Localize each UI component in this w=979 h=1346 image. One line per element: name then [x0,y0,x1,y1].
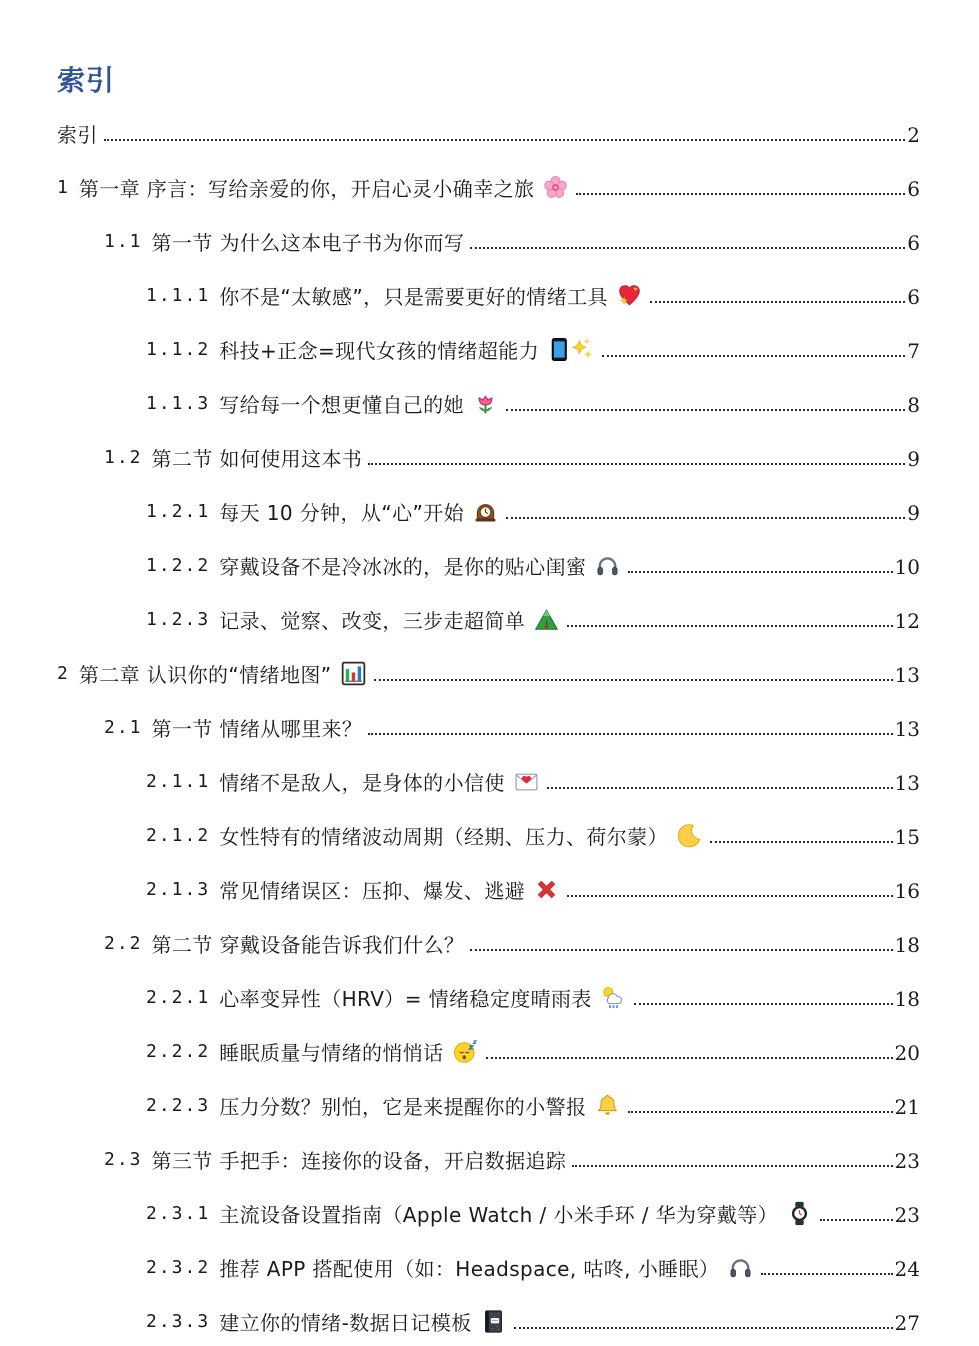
toc-entry-number: 2 [57,662,70,684]
toc-entry-page: 13 [894,771,920,795]
toc-entry-number: 1.2.3 [146,608,211,630]
toc-entry[interactable] [57,592,920,646]
sparkling-heart-icon [617,283,642,308]
toc-entry-page: 8 [907,393,920,417]
toc-entry-text: 索引 [57,122,98,147]
love-letter-icon [514,769,539,794]
toc-entry-page: 2 [907,123,920,147]
toc-entry-text: 写给每一个想更懂自己的她 [219,392,464,417]
toc-entry-text: 推荐 APP 搭配使用（如：Headspace, 咕咚, 小睡眠） [219,1256,720,1281]
toc-entry-page: 23 [894,1149,920,1173]
toc-entry-text: 第二节 穿戴设备能告诉我们什么？ [151,932,465,957]
toc-entry-page: 9 [907,447,920,471]
toc-entry-number: 1 [57,176,70,198]
toc-entry[interactable] [57,214,920,268]
sleeping-face-icon [453,1039,478,1064]
toc-dotted-leader [602,355,905,357]
toc-entry-text: 第一章 序言：写给亲爱的你，开启心灵小确幸之旅 [78,176,535,201]
toc-dotted-leader [368,733,892,735]
toc-dotted-leader [628,1111,892,1113]
toc-entry-text: 建立你的情绪-数据日记模板 [219,1310,472,1335]
toc-entry-text: 女性特有的情绪波动周期（经期、压力、荷尔蒙） [219,824,668,849]
watch-icon [787,1201,812,1226]
toc-entry-page: 15 [894,825,920,849]
toc-entry-page: 7 [907,339,920,363]
sun-rain-cloud-icon [601,985,626,1010]
toc-entry-text: 第一节 为什么这本电子书为你而写 [151,230,465,255]
toc-dotted-leader [470,247,905,249]
toc-entry-page: 6 [907,231,920,255]
cross-mark-icon [534,877,559,902]
toc-entry-number: 2.2.2 [146,1040,211,1062]
toc-entry[interactable] [57,376,920,430]
toc-entry-text: 你不是“太敏感”，只是需要更好的情绪工具 [219,284,608,309]
toc-entry-number: 2.1.3 [146,878,211,900]
toc-entry-page: 16 [894,879,920,903]
toc-entry[interactable] [57,862,920,916]
toc-entry-number: 2.3.1 [146,1202,211,1224]
toc-entry-text: 第二节 如何使用这本书 [151,446,363,471]
toc-dotted-leader [820,1219,892,1221]
toc-entry[interactable] [57,1240,920,1294]
toc-dotted-leader [486,1057,893,1059]
toc-dotted-leader [634,1003,893,1005]
toc-entry-page: 24 [894,1257,920,1281]
toc-entry-number: 2.3.3 [146,1310,211,1332]
toc-entry-page: 27 [894,1311,920,1335]
toc-entry-page: 20 [894,1041,920,1065]
toc-entry-number: 2.2.3 [146,1094,211,1116]
toc-entry[interactable] [57,484,920,538]
toc-dotted-leader [650,301,905,303]
toc-entry[interactable] [57,1078,920,1132]
toc-dotted-leader [710,841,893,843]
crescent-moon-icon [677,823,702,848]
toc-entry-text: 常见情绪误区：压抑、爆发、逃避 [219,878,526,903]
toc-entry[interactable] [57,916,920,970]
toc-dotted-leader [628,571,892,573]
toc-entry-number: 1.2 [104,446,143,468]
toc-entry[interactable] [57,1294,920,1346]
toc-entry-text: 压力分数？别怕，它是来提醒你的小警报 [219,1094,587,1119]
toc-dotted-leader [374,679,893,681]
toc-dotted-leader [547,787,893,789]
toc-entry[interactable] [57,268,920,322]
toc-dotted-leader [761,1273,892,1275]
toc-entry-number: 1.2.2 [146,554,211,576]
toc-entry-number: 2.1 [104,716,143,738]
toc-entry-text: 睡眠质量与情绪的悄悄话 [219,1040,444,1065]
toc-dotted-leader [506,409,905,411]
toc-dotted-leader [470,949,892,951]
toc-dotted-leader [104,139,905,141]
toc-dotted-leader [576,193,905,195]
toc-entry-page: 21 [894,1095,920,1119]
toc-dotted-leader [572,1165,892,1167]
toc-entry[interactable] [57,646,920,700]
toc-entry-number: 2.3 [104,1148,143,1170]
toc-dotted-leader [506,517,905,519]
toc-dotted-leader [368,463,905,465]
toc-entry-page: 13 [894,717,920,741]
toc-entry-page: 10 [894,555,920,579]
toc-entry-text: 穿戴设备不是冷冰冰的，是你的贴心闺蜜 [219,554,587,579]
toc-entry-number: 1.2.1 [146,500,211,522]
toc-dotted-leader [514,1327,893,1329]
page-title: 索引 [57,64,116,97]
mantel-clock-icon [473,499,498,524]
toc-entry-page: 12 [894,609,920,633]
toc-entry-text: 记录、觉察、改变，三步走超简单 [219,608,526,633]
toc-entry[interactable] [57,754,920,808]
toc-entry-number: 2.1.1 [146,770,211,792]
toc-entry-number: 2.2 [104,932,143,954]
toc-entry-text: 第三节 手把手：连接你的设备，开启数据追踪 [151,1148,567,1173]
bar-chart-icon [341,661,366,686]
headphones-icon [728,1255,753,1280]
toc-entry[interactable] [57,322,920,376]
cherry-blossom-icon [543,175,568,200]
headphones-icon [595,553,620,578]
toc-entry-text: 心率变异性（HRV）= 情绪稳定度晴雨表 [219,986,592,1011]
toc-entry-number: 1.1 [104,230,143,252]
toc-entry[interactable] [57,1186,920,1240]
toc-entry-number: 1.1.1 [146,284,211,306]
toc-entry[interactable] [57,1132,920,1186]
toc-entry-text: 主流设备设置指南（Apple Watch / 小米手环 / 华为穿戴等） [219,1202,779,1227]
toc-entry[interactable] [57,106,920,160]
toc-entry-page: 13 [894,663,920,687]
notebook-icon [481,1309,506,1334]
toc-entry-number: 2.2.1 [146,986,211,1008]
bell-icon [595,1093,620,1118]
toc-dotted-leader [567,625,892,627]
toc-entry[interactable] [57,700,920,754]
toc-entry[interactable] [57,1024,920,1078]
toc-dotted-leader [567,895,892,897]
toc-entry-page: 18 [894,933,920,957]
toc-entry-number: 1.1.3 [146,392,211,414]
toc-entry-text: 第二章 认识你的“情绪地图” [78,662,332,687]
tulip-icon [473,391,498,416]
toc-entry[interactable] [57,538,920,592]
toc [57,106,920,1346]
toc-entry[interactable] [57,160,920,214]
toc-entry-page: 6 [907,285,920,309]
toc-entry-text: 每天 10 分钟，从“心”开始 [219,500,465,525]
toc-entry-number: 2.1.2 [146,824,211,846]
toc-entry[interactable] [57,808,920,862]
mountain-icon [534,607,559,632]
toc-entry-number: 2.3.2 [146,1256,211,1278]
toc-entry[interactable] [57,970,920,1024]
toc-entry[interactable] [57,430,920,484]
toc-entry-number: 1.1.2 [146,338,211,360]
toc-entry-page: 9 [907,501,920,525]
toc-entry-text: 科技+正念=现代女孩的情绪超能力 [219,338,540,363]
toc-entry-text: 情绪不是敌人，是身体的小信使 [219,770,505,795]
toc-entry-page: 23 [894,1203,920,1227]
toc-entry-page: 6 [907,177,920,201]
toc-entry-text: 第一节 情绪从哪里来？ [151,716,363,741]
phone-sparkles-icon [548,337,594,362]
toc-entry-page: 18 [894,987,920,1011]
